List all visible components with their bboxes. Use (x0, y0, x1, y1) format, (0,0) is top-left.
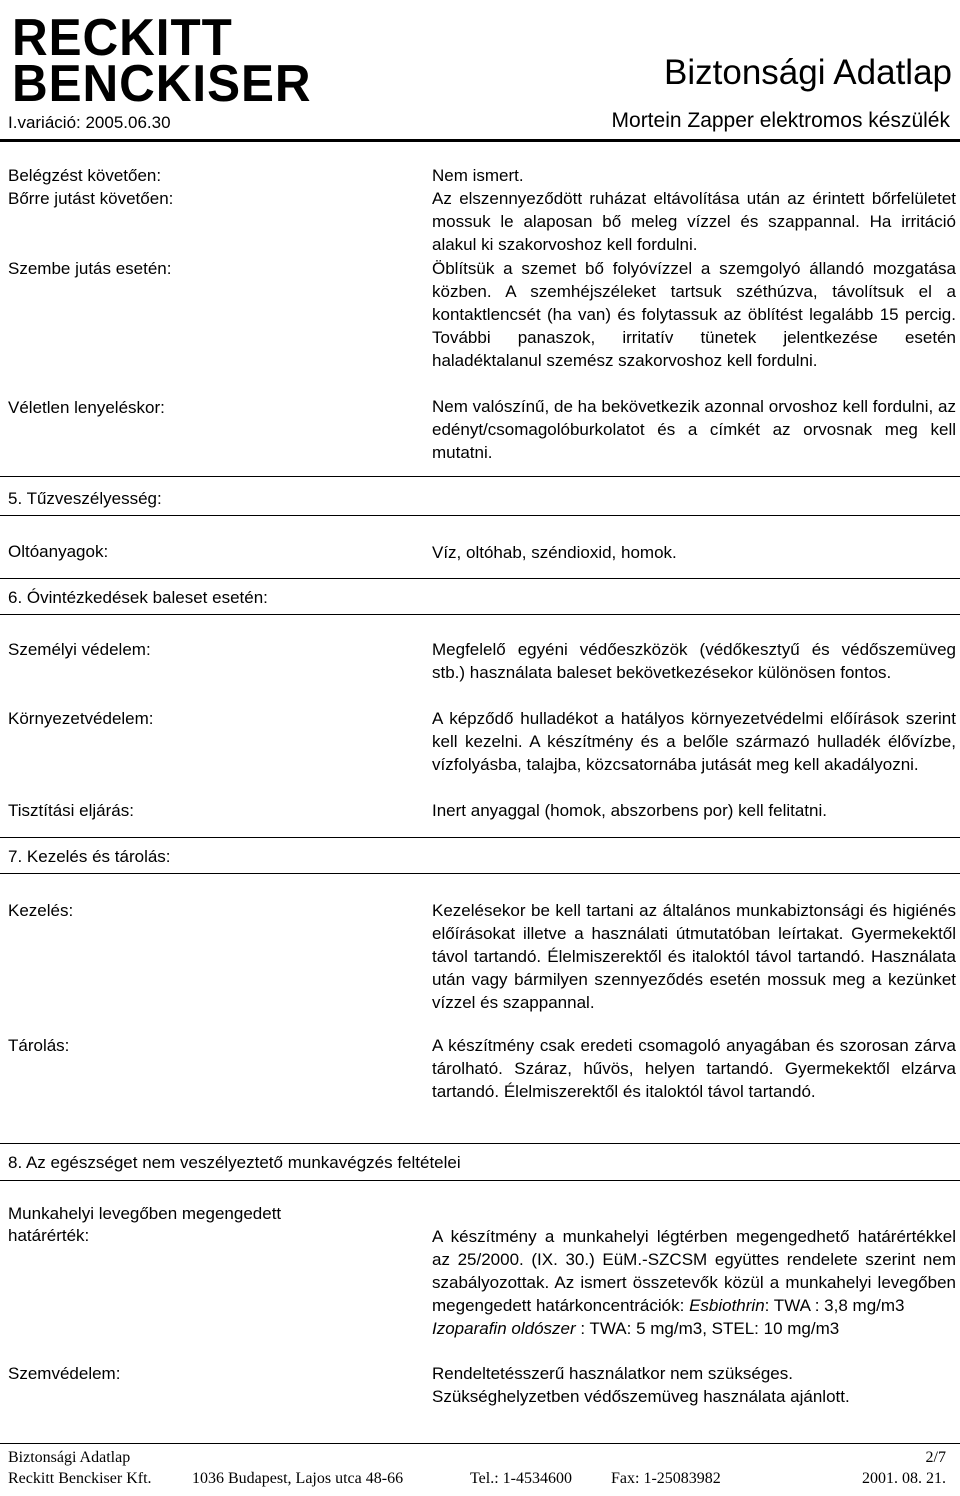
section5-title: 5. Tűzveszélyesség: (8, 489, 162, 508)
header-divider (0, 139, 960, 142)
eye-protection-label: Szemvédelem: (8, 1364, 121, 1383)
handling-label: Kezelés: (8, 901, 74, 920)
footer-fax: Fax: 1-25083982 (611, 1470, 721, 1487)
section8-rule (0, 1180, 960, 1181)
izoparafin-name: Izoparafin oldószer (432, 1319, 576, 1338)
limit-text-block (432, 1225, 956, 1340)
section6-title: 6. Óvintézkedések baleset esetén: (8, 588, 268, 607)
esbiothrin-value: : TWA : 3,8 mg/m3 (764, 1296, 905, 1315)
storage-label: Tárolás: (8, 1036, 70, 1055)
section8-divider (0, 1143, 960, 1144)
version-label: I.variáció: 2005.06.30 (8, 113, 171, 132)
ingestion-label: Véletlen lenyeléskor: (8, 398, 165, 417)
inhalation-text: Nem ismert. (432, 166, 524, 185)
footer-date: 2001. 08. 21. (862, 1470, 946, 1487)
skin-label: Bőrre jutást követően: (8, 189, 174, 208)
footer-tel: Tel.: 1-4534600 (470, 1470, 572, 1487)
section7-divider (0, 837, 960, 838)
ingestion-text: Nem valószínű, de ha bekövetkezik azonnal orvoshoz kell fordulni, az edényt/csomagolóburkolatot és a címkét az orvosnak meg kell mutatni. (432, 397, 956, 462)
eye-protection-text-2: Szükséghelyzetben védőszemüveg használata ajánlott. (432, 1387, 850, 1406)
personal-text: Megfelelő egyéni védőeszközök (védőkesztyű és védőszemüveg stb.) használata baleset bekövetkezésekor különösen fontos. (432, 640, 956, 682)
eye-text: Öblítsük a szemet bő folyóvízzel a szemgolyó állandó mozgatása közben. A szemhéjszéleket tartsuk széthúzva, távolítsuk el a kontaktlencsét (ha van) és folytassuk az öblítést legalább 15 percig. További panaszok, irritatív tünetek jelentkezése esetén haladéktalanul szemész szakorvoshoz kell fordulni. (432, 259, 956, 370)
izoparafin-value: : TWA: 5 mg/m3, STEL: 10 mg/m3 (575, 1319, 840, 1338)
document-title: Biztonsági Adatlap (664, 53, 952, 92)
logo-line-2: BENCKISER (12, 55, 312, 113)
esbiothrin-name: Esbiothrin (689, 1296, 765, 1315)
limit-label-line1: Munkahelyi levegőben megengedett (8, 1204, 282, 1223)
cleanup-text: Inert anyaggal (homok, abszorbens por) kell felitatni. (432, 801, 827, 820)
product-name: Mortein Zapper elektromos készülék (611, 109, 950, 132)
footer-company: Reckitt Benckiser Kft. (8, 1470, 152, 1487)
section7-rule (0, 873, 960, 874)
company-logo (12, 8, 312, 113)
handling-text: Kezelésekor be kell tartani az általános munkabiztonsági és higiénés előírásokat illetve a használati útmutatóban leírtakat. Gyermekektől távol tartandó. Élelmiszerektől és italoktól távol tartandó. Használata után vagy bármilyen szennyeződés esetén mossuk meg a kezünket vízzel és szappannal. (432, 901, 956, 1012)
cleanup-label: Tisztítási eljárás: (8, 801, 134, 820)
footer-doc-title: Biztonsági Adatlap (8, 1449, 131, 1466)
footer-address: 1036 Budapest, Lajos utca 48-66 (192, 1470, 404, 1487)
eye-protection-text-1: Rendeltetésszerű használatkor nem szükséges. (432, 1364, 793, 1383)
storage-text: A készítmény csak eredeti csomagoló anyagában és szorosan zárva tárolható. Száraz, hűvös, helyen tartandó. Gyermekektől elzárva tartandó. Élelmiszerektől és italoktól távol tartandó. (432, 1036, 956, 1101)
footer-page-number: 2/7 (925, 1449, 946, 1466)
section7-title: 7. Kezelés és tárolás: (8, 847, 171, 866)
footer-divider (0, 1443, 960, 1444)
section8-title: 8. Az egészséget nem veszélyeztető munkavégzés feltételei (8, 1153, 461, 1172)
section6-rule (0, 614, 960, 615)
extinguish-label: Oltóanyagok: (8, 542, 109, 561)
section6-divider (0, 578, 960, 579)
eye-label: Szembe jutás esetén: (8, 259, 172, 278)
section5-divider (0, 476, 960, 477)
logo-line-1: RECKITT (12, 9, 233, 67)
personal-label: Személyi védelem: (8, 640, 151, 659)
limit-text: A készítmény a munkahelyi légtérben megengedhető határértékkel az 25/2000. (IX. 30.) EüM.-SZCSM együttes rendelete szerint nem szabályozottak. Az ismert összetevők közül a munkahelyi levegőben megengedett határkoncentrációk: (432, 1227, 956, 1315)
section5-rule (0, 515, 960, 516)
env-label: Környezetvédelem: (8, 709, 154, 728)
extinguish-text: Víz, oltóhab, széndioxid, homok. (432, 543, 677, 562)
env-text: A képződő hulladékot a hatályos környezetvédelmi előírások szerint kell kezelni. A készítmény és a belőle származó hulladék élővízbe, vízfolyásba, talajba, közcsatornába jutását meg kell akadályozni. (432, 709, 956, 774)
inhalation-label: Belégzést követően: (8, 166, 162, 185)
eye-protection-text (432, 1362, 956, 1408)
limit-label (8, 1203, 408, 1247)
limit-label-line2: határérték: (8, 1226, 90, 1245)
skin-text: Az elszennyeződött ruházat eltávolítása után az érintett bőrfelületet mossuk le alaposan bő meleg vízzel és szappannal. Ha irritáció alakul ki szakorvoshoz kell fordulni. (432, 189, 956, 254)
